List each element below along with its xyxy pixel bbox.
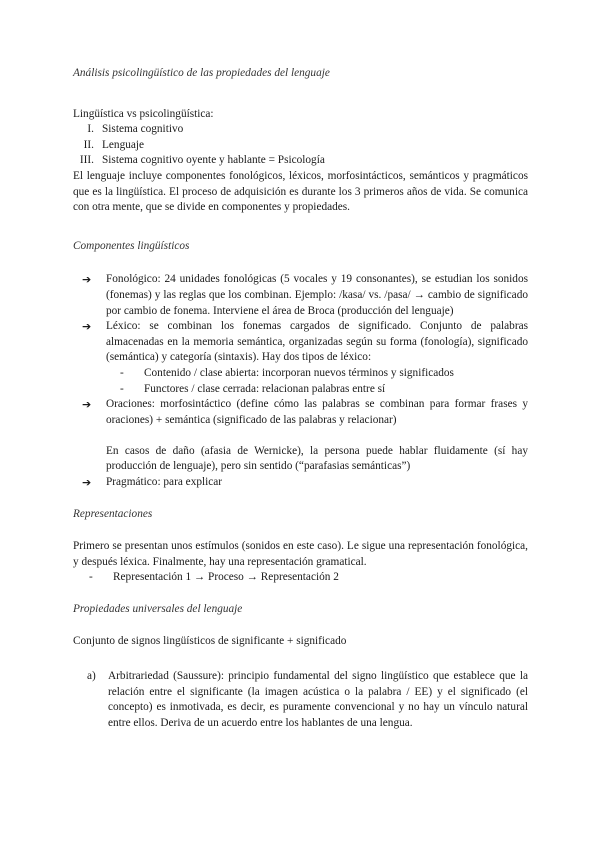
list-item — [82, 397, 528, 475]
arrow-bullet-icon: ➔ — [82, 476, 92, 490]
dash-bullet: - — [120, 382, 124, 395]
item-label: a) — [87, 670, 96, 683]
phonological-text: Fonológico: 24 unidades fonológicas (5 vocales y 19 consonantes), se estudian los sonidos (fonemas) y las reglas que los combinan. Ejemplo: /kasa/ vs. /pasa/ → cambio de significado por cambio de fonema. Interviene el área de Broca (producción del lenguaje) — [106, 273, 528, 317]
dash-bullet: - — [120, 366, 124, 379]
intro-label: Lingüística vs psicolingüística: — [73, 107, 214, 120]
arrow-bullet-icon: ➔ — [82, 273, 92, 287]
list-item — [106, 382, 528, 398]
properties-paragraph: Conjunto de signos lingüísticos de significante + significado — [73, 634, 347, 647]
list-item — [73, 669, 528, 731]
pragmatic-text: Pragmático: para explicar — [106, 476, 223, 489]
roman-item-text: Lenguaje — [102, 138, 145, 151]
arrow-bullet-icon: ➔ — [82, 320, 92, 334]
document-title: Análisis psicolingüístico de las propiedades del lenguaje — [73, 67, 330, 79]
representations-heading: Representaciones — [73, 507, 153, 520]
sub-item-text: Contenido / clase abierta: incorporan nuevos términos y significados — [144, 366, 454, 379]
properties-heading: Propiedades universales del lenguaje — [73, 603, 243, 616]
roman-list-item — [73, 138, 528, 154]
document-page — [73, 66, 528, 732]
roman-list-item — [73, 153, 528, 169]
roman-numeral: II. — [83, 138, 94, 151]
list-item — [82, 272, 528, 319]
roman-numeral: III. — [79, 154, 94, 167]
intro-paragraph: El lenguaje incluye componentes fonológicos, léxicos, morfosintácticos, semánticos y pragmáticos que es la lingüística. El proceso de adquisición es durante los 3 primeros años de vida. Se comunica con otra mente, que se divide en componentes y propiedades. — [73, 169, 528, 214]
representation-sequence: Representación 1 → Proceso → Representación 2 — [113, 571, 339, 584]
list-item — [82, 319, 528, 397]
arrow-bullet-icon: ➔ — [82, 398, 92, 412]
roman-numeral: I. — [87, 123, 94, 136]
list-item — [73, 570, 528, 586]
sentences-text: Oraciones: morfosintáctico (define cómo las palabras se combinan para formar frases y oraciones) + semántica (significado de las palabras y relacionar) — [106, 398, 528, 426]
roman-item-text: Sistema cognitivo oyente y hablante = Psicología — [102, 154, 325, 167]
list-item — [106, 366, 528, 382]
roman-list-item — [73, 122, 528, 138]
dash-bullet: - — [89, 571, 93, 584]
lexical-text: Léxico: se combinan los fonemas cargados de significado. Conjunto de palabras almacenadas en la memoria semántica, organizadas según su forma (fonología), significado (semántica) y categoría (sintaxis). Hay dos tipos de léxico: — [106, 320, 528, 364]
sub-item-text: Functores / clase cerrada: relacionan palabras entre sí — [144, 382, 386, 395]
components-list — [73, 272, 528, 490]
list-item — [82, 475, 528, 491]
sentences-note: En casos de daño (afasia de Wernicke), la persona puede hablar fluidamente (sí hay producción de lenguaje), pero sin sentido (“parafasias semánticas”) — [106, 444, 528, 473]
representations-paragraph: Primero se presentan unos estímulos (sonidos en este caso). Le sigue una representación fonológica, y después léxica. Finalmente, hay una representación gramatical. — [73, 540, 528, 568]
roman-item-text: Sistema cognitivo — [102, 123, 184, 136]
arbitrariness-text: Arbitrariedad (Saussure): principio fundamental del signo lingüístico que establece que la relación entre el significante (la imagen acústica o la palabra / EE) y el significado (el concepto) es inmotivada, es decir, es puramente convencional y no hay un vínculo natural entre ellos. Deriva de un acuerdo entre los hablantes de una lengua. — [108, 670, 528, 729]
components-heading: Componentes lingüísticos — [73, 239, 190, 252]
